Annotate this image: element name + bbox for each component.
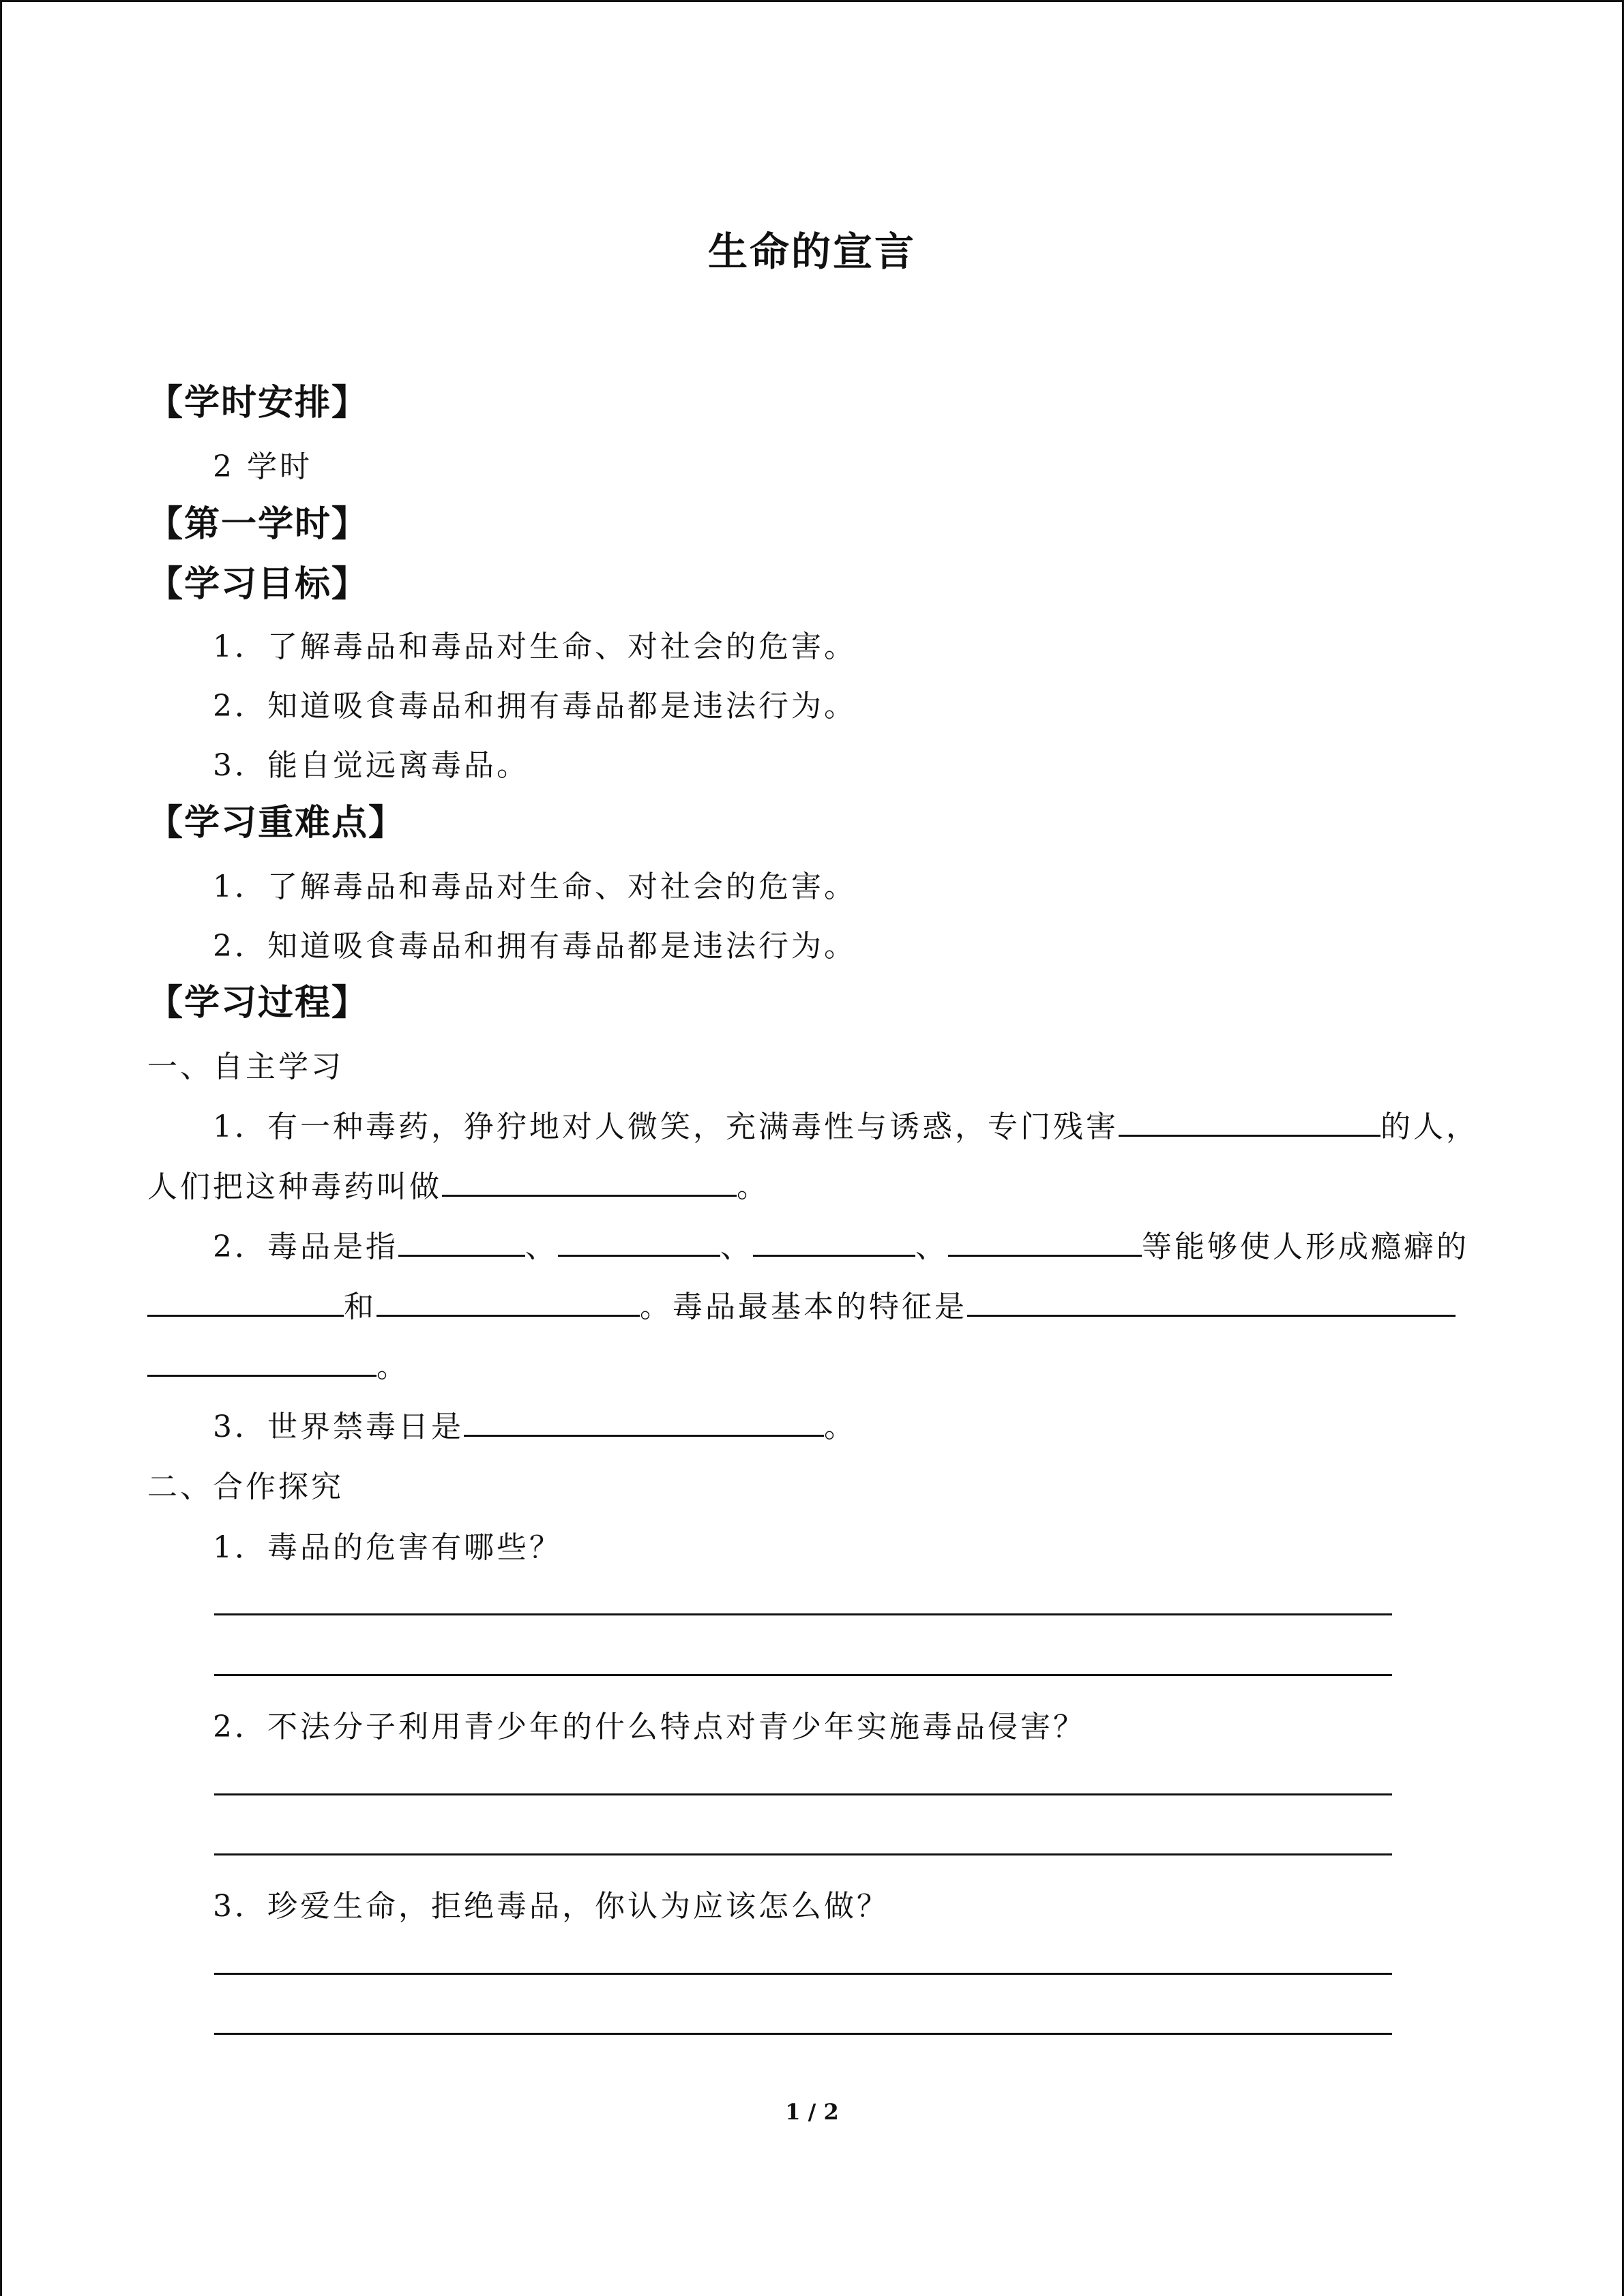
- q2-text-d: 。毒品最基本的特征是: [640, 1289, 967, 1324]
- answer-blank[interactable]: [558, 1227, 720, 1257]
- q3-text-b: 。: [824, 1410, 857, 1444]
- fill-question-1: [213, 1102, 1479, 1146]
- page-number: 1 / 2: [785, 2099, 839, 2125]
- lesson-heading: 【第一学时】: [147, 504, 369, 545]
- self-study-heading: 一、自主学习: [147, 1049, 344, 1084]
- objective-item: 1．了解毒品和毒品对生命、对社会的危害。: [213, 629, 857, 664]
- q2-text-b: 等能够使人形成瘾癖的: [1142, 1229, 1469, 1264]
- page-title: 生命的宣言: [707, 228, 916, 275]
- answer-line[interactable]: [214, 1674, 1392, 1676]
- q3-text-a: 3．世界禁毒日是: [213, 1410, 464, 1444]
- key-point-item: 2．知道吸食毒品和拥有毒品都是违法行为。: [213, 929, 857, 964]
- inquiry-question: 2．不法分子利用青少年的什么特点对青少年实施毒品侵害？: [213, 1710, 1086, 1744]
- answer-blank[interactable]: [948, 1227, 1142, 1257]
- answer-line[interactable]: [214, 1973, 1392, 1975]
- q1-text-c: 人们把这种毒药叫做: [147, 1169, 442, 1204]
- answer-blank[interactable]: [464, 1407, 824, 1437]
- schedule-heading: 【学时安排】: [147, 383, 369, 423]
- answer-line[interactable]: [214, 1853, 1392, 1855]
- q2-text-a: 2．毒品是指: [213, 1229, 398, 1264]
- answer-blank[interactable]: [147, 1287, 344, 1317]
- answer-line[interactable]: [214, 1793, 1392, 1795]
- objective-item: 3．能自觉远离毒品。: [213, 748, 529, 783]
- q2-text-e: 。: [377, 1350, 409, 1384]
- fill-question-3: [213, 1402, 857, 1446]
- inquiry-question: 1．毒品的危害有哪些？: [213, 1530, 562, 1565]
- inquiry-question: 3．珍爱生命，拒绝毒品，你认为应该怎么做？: [213, 1889, 889, 1924]
- q2-text-c: 和: [344, 1289, 377, 1324]
- answer-line[interactable]: [214, 2033, 1392, 2035]
- key-points-heading: 【学习重难点】: [147, 803, 406, 844]
- fill-question-2-end: [147, 1342, 409, 1386]
- answer-blank[interactable]: [377, 1287, 640, 1317]
- fill-question-2-cont: [147, 1282, 1456, 1326]
- q2-separator: 、: [525, 1229, 558, 1264]
- q2-separator: 、: [720, 1229, 753, 1264]
- answer-blank[interactable]: [147, 1347, 377, 1377]
- page-border-top: [0, 0, 1624, 2]
- q2-separator: 、: [915, 1229, 948, 1264]
- process-heading: 【学习过程】: [147, 983, 369, 1024]
- answer-blank[interactable]: [442, 1167, 737, 1197]
- q1-text-b: 的人，: [1381, 1109, 1479, 1144]
- answer-blank[interactable]: [967, 1287, 1456, 1317]
- answer-blank[interactable]: [753, 1227, 915, 1257]
- fill-question-2: [213, 1222, 1469, 1266]
- q1-text-a: 1．有一种毒药，狰狞地对人微笑，充满毒性与诱惑，专门残害: [213, 1109, 1119, 1144]
- schedule-value: 2 学时: [213, 449, 312, 484]
- cooperative-heading: 二、合作探究: [147, 1470, 344, 1504]
- key-point-item: 1．了解毒品和毒品对生命、对社会的危害。: [213, 869, 857, 904]
- fill-question-1-cont: [147, 1162, 769, 1206]
- page-border-left: [0, 0, 2, 2296]
- answer-blank[interactable]: [1119, 1107, 1381, 1137]
- objective-item: 2．知道吸食毒品和拥有毒品都是违法行为。: [213, 689, 857, 724]
- q1-text-d: 。: [737, 1169, 769, 1204]
- answer-line[interactable]: [214, 1613, 1392, 1615]
- answer-blank[interactable]: [398, 1227, 525, 1257]
- objectives-heading: 【学习目标】: [147, 564, 369, 605]
